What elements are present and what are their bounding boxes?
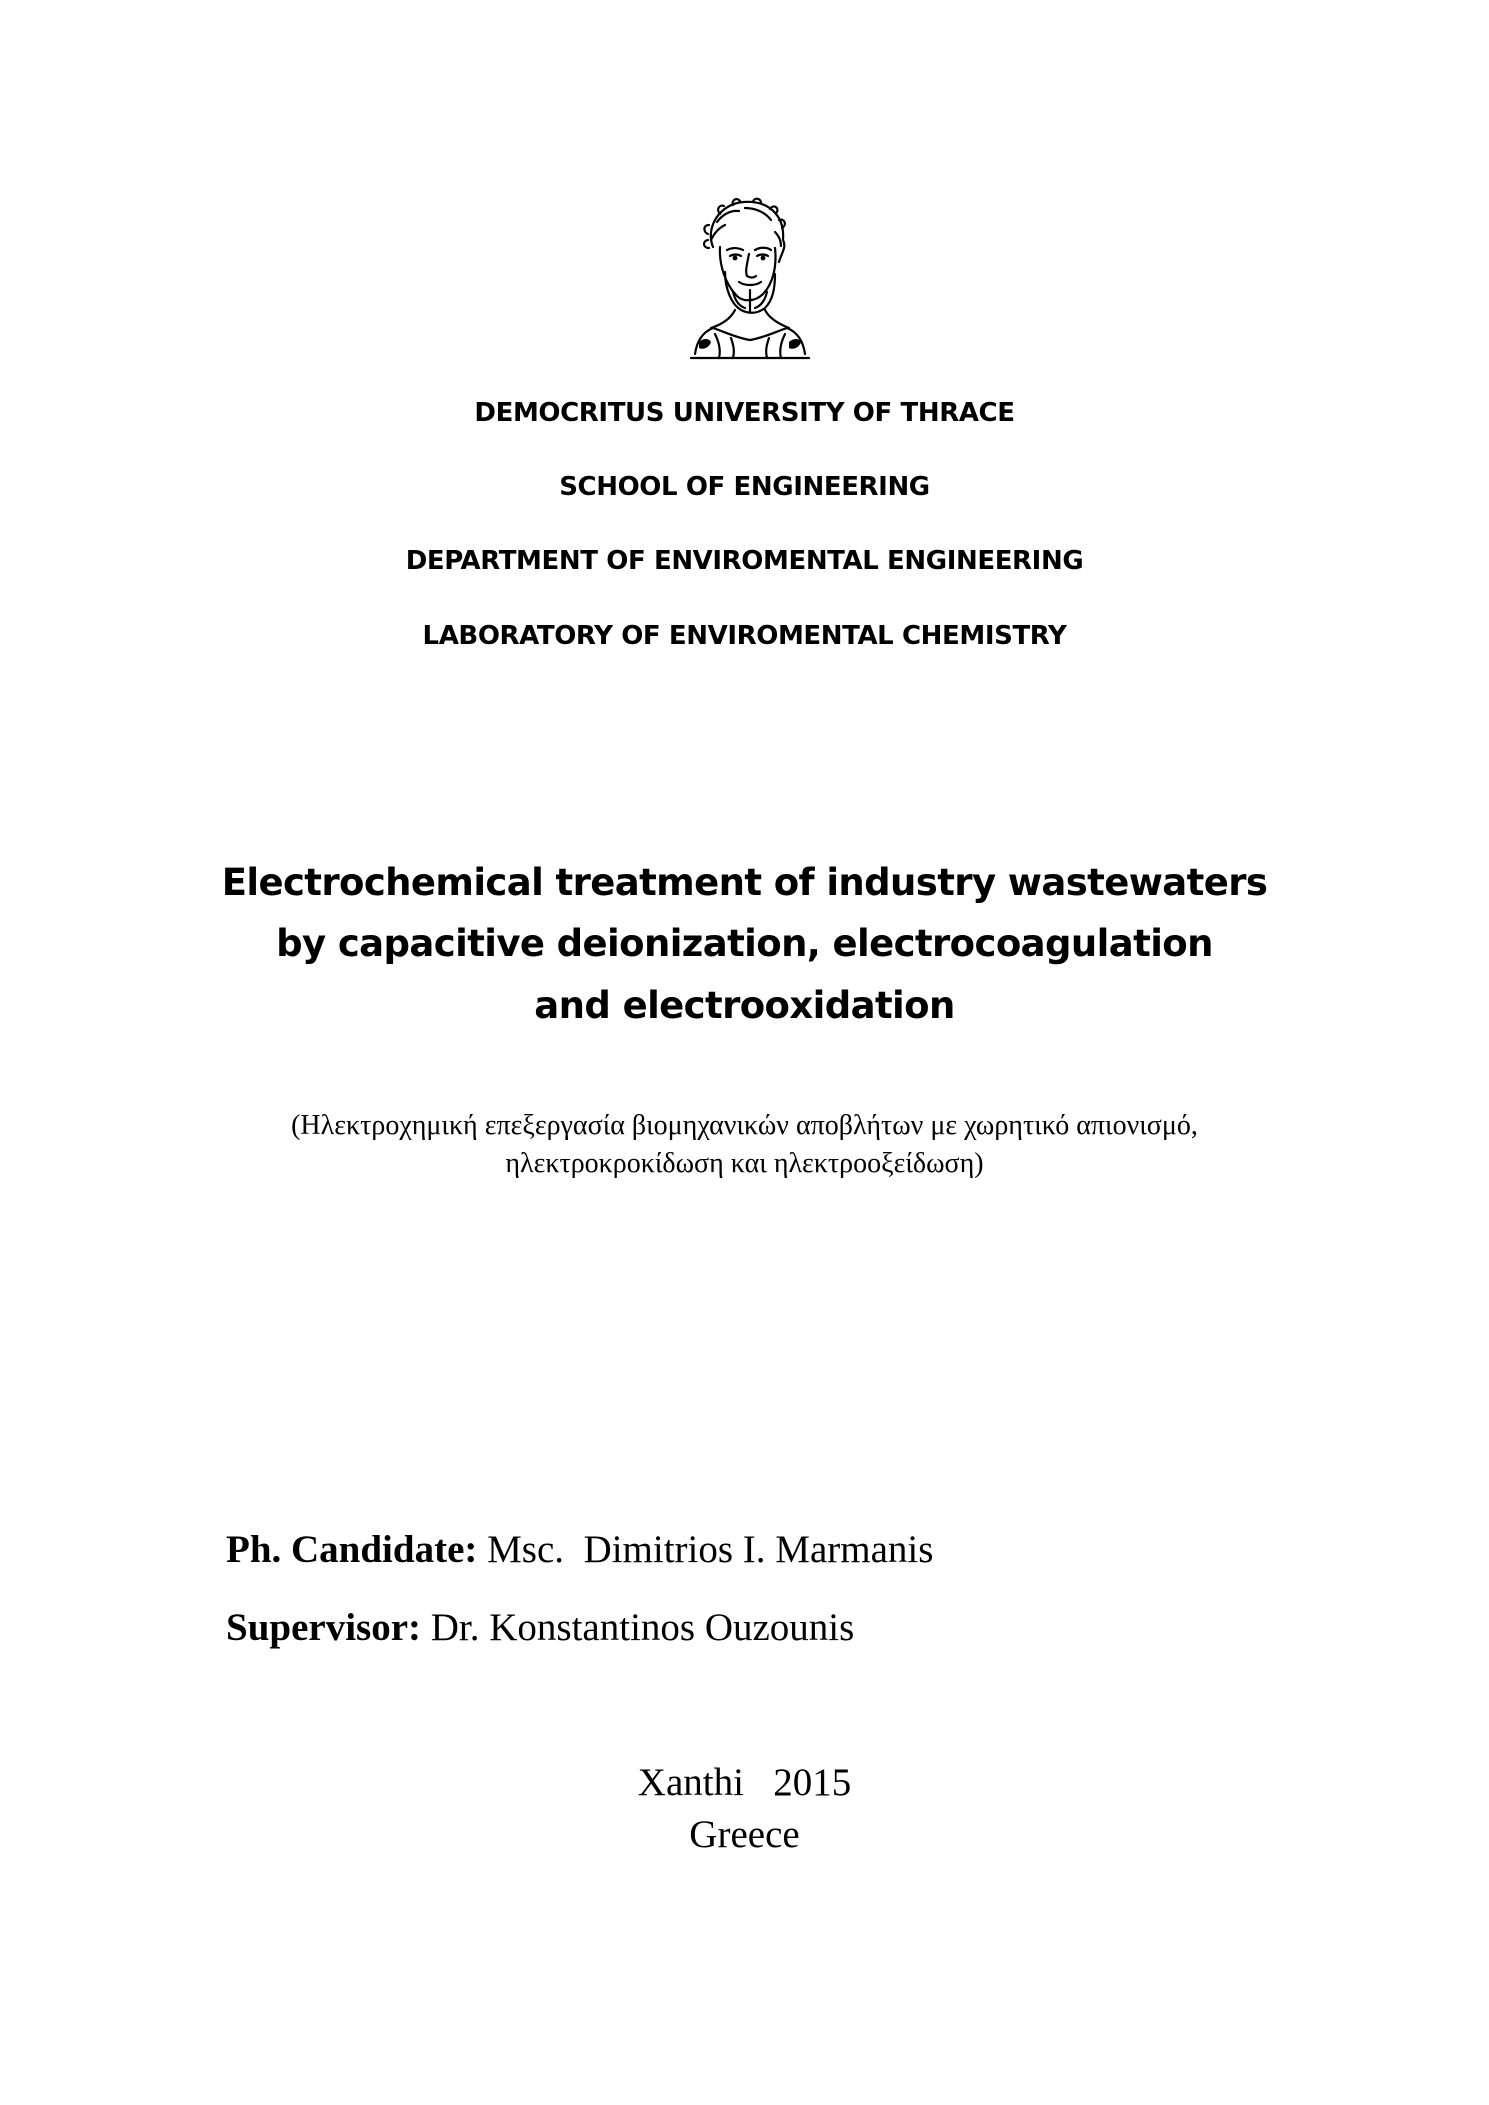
democritus-bust-icon — [675, 192, 815, 362]
school-name: SCHOOL OF ENGINEERING — [559, 472, 930, 502]
city-year: Xanthi 2015 — [637, 1761, 852, 1804]
department-name: DEPARTMENT OF ENVIROMENTAL ENGINEERING — [405, 546, 1084, 576]
country: Greece — [689, 1813, 800, 1856]
greek-title-line-2: ηλεκτροκροκίδωση και ηλεκτροοξείδωση) — [505, 1148, 984, 1179]
supervisor-label: Supervisor: — [226, 1606, 421, 1649]
thesis-title-line-1: Electrochemical treatment of industry wastewaters — [221, 861, 1268, 904]
candidate-label: Ph. Candidate: — [226, 1528, 478, 1571]
supervisor-line — [226, 1605, 854, 1650]
university-name: DEMOCRITUS UNIVERSITY OF THRACE — [474, 398, 1015, 428]
laboratory-name: LABORATORY OF ENVIROMENTAL CHEMISTRY — [422, 621, 1067, 651]
supervisor-name: Dr. Konstantinos Ouzounis — [430, 1606, 855, 1649]
thesis-title-line-2: by capacitive deionization, electrocoagulation — [276, 922, 1213, 965]
greek-title-line-1: (Ηλεκτροχημική επεξεργασία βιομηχανικών αποβλήτων με χωρητικό απιονισμό, — [291, 1110, 1198, 1141]
candidate-line — [226, 1527, 933, 1572]
candidate-name: Msc. Dimitrios I. Marmanis — [487, 1528, 934, 1571]
thesis-title-line-3: and electrooxidation — [534, 984, 955, 1027]
